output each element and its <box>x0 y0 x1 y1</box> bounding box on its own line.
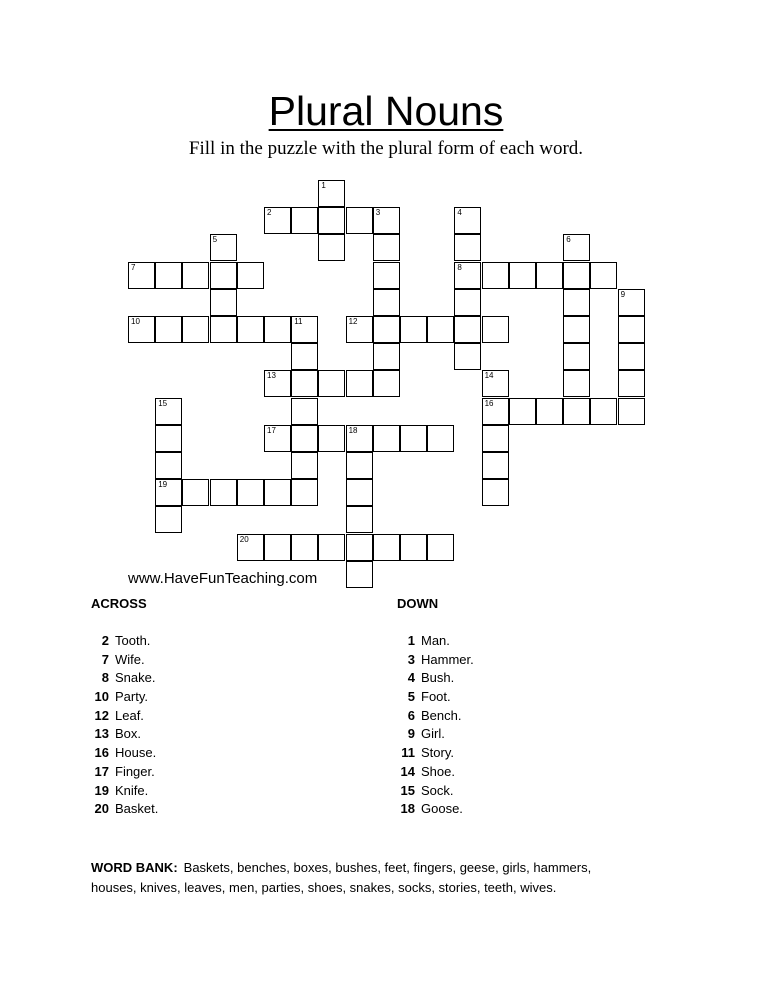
clue-number: 3 <box>407 651 415 667</box>
grid-cell[interactable] <box>482 425 509 452</box>
grid-cell[interactable] <box>563 316 590 343</box>
clue-text: Goose. <box>421 801 463 817</box>
grid-cell[interactable] <box>346 425 373 452</box>
grid-cell[interactable] <box>346 534 373 561</box>
clue-number: 7 <box>101 651 109 667</box>
down-clue-1 <box>397 632 474 651</box>
down-clue-5 <box>397 688 474 707</box>
grid-cell[interactable] <box>454 207 481 234</box>
grid-cell[interactable] <box>563 289 590 316</box>
clue-number: 5 <box>407 689 415 705</box>
grid-cell[interactable] <box>210 262 237 289</box>
grid-cell[interactable] <box>291 479 318 506</box>
clue-text: Story. <box>421 745 454 761</box>
grid-cell[interactable] <box>264 370 291 397</box>
grid-cell[interactable] <box>291 398 318 425</box>
clue-number: 6 <box>407 707 415 723</box>
grid-cell[interactable] <box>482 316 509 343</box>
cell-number: 16 <box>484 398 494 408</box>
clue-text: Girl. <box>421 726 445 742</box>
across-clue-7 <box>91 651 158 670</box>
grid-cell[interactable] <box>318 234 345 261</box>
grid-cell[interactable] <box>373 534 400 561</box>
grid-cell[interactable] <box>291 370 318 397</box>
grid-cell[interactable] <box>264 207 291 234</box>
cell-number: 2 <box>267 208 272 218</box>
grid-cell[interactable] <box>590 262 617 289</box>
grid-cell[interactable] <box>264 534 291 561</box>
across-clue-2 <box>91 632 158 651</box>
cell-number: 1 <box>321 181 326 190</box>
across-clue-12 <box>91 707 158 726</box>
grid-cell[interactable] <box>291 534 318 561</box>
grid-cell[interactable] <box>346 316 373 343</box>
grid-cell[interactable] <box>454 262 481 289</box>
clue-number: 9 <box>407 726 415 742</box>
cell-number: 15 <box>158 398 168 408</box>
grid-cell[interactable] <box>346 506 373 533</box>
clue-text: Foot. <box>421 689 451 705</box>
grid-cell[interactable] <box>563 262 590 289</box>
clue-number: 14 <box>400 763 415 779</box>
cell-number: 12 <box>348 317 358 326</box>
clue-number: 4 <box>407 670 415 686</box>
grid-cell[interactable] <box>237 534 264 561</box>
grid-cell[interactable] <box>128 316 155 343</box>
clue-text: Basket. <box>115 801 159 817</box>
grid-cell[interactable] <box>482 452 509 479</box>
grid-cell[interactable] <box>618 398 645 425</box>
grid-cell[interactable] <box>618 370 645 397</box>
grid-cell[interactable] <box>427 425 454 452</box>
clue-text: Wife. <box>115 651 145 667</box>
grid-cell[interactable] <box>318 370 345 397</box>
grid-cell[interactable] <box>618 343 645 370</box>
grid-cell[interactable] <box>237 479 264 506</box>
clue-text: Snake. <box>115 670 156 686</box>
across-clue-20 <box>91 800 158 819</box>
across-clue-17 <box>91 763 158 782</box>
down-clue-15 <box>397 782 474 801</box>
grid-cell[interactable] <box>482 398 509 425</box>
grid-cell[interactable] <box>482 262 509 289</box>
cell-number: 14 <box>484 371 494 381</box>
grid-cell[interactable] <box>454 289 481 316</box>
cell-number: 19 <box>158 480 168 490</box>
clue-number: 18 <box>400 801 415 817</box>
cell-number: 10 <box>131 317 140 326</box>
page-title: Plural Nouns <box>268 88 504 134</box>
word-bank-text: Baskets, benches, boxes, bushes, feet, fingers, geese, girls, hammers, houses, knives, leaves, men, parties, shoes, snakes, socks, stories, teeth, wives. <box>91 860 592 895</box>
clue-number: 19 <box>94 782 109 798</box>
grid-cell[interactable] <box>264 425 291 452</box>
down-clues <box>397 596 474 819</box>
grid-cell[interactable] <box>210 316 237 343</box>
grid-cell[interactable] <box>454 343 481 370</box>
clue-number: 15 <box>400 782 415 798</box>
clue-text: Bench. <box>421 707 462 723</box>
grid-cell[interactable] <box>182 316 209 343</box>
cell-number: 9 <box>620 289 626 299</box>
grid-cell[interactable] <box>454 234 481 261</box>
grid-cell[interactable] <box>264 479 291 506</box>
cell-number: 13 <box>267 371 276 381</box>
down-clue-14 <box>397 763 474 782</box>
grid-cell[interactable] <box>509 262 536 289</box>
across-clue-13 <box>91 725 158 744</box>
grid-cell[interactable] <box>128 262 155 289</box>
clue-number: 16 <box>94 745 109 761</box>
clue-text: Bush. <box>421 670 455 686</box>
down-clue-18 <box>397 800 474 819</box>
grid-cell[interactable] <box>182 262 209 289</box>
clue-text: Hammer. <box>421 651 474 667</box>
grid-cell[interactable] <box>373 234 400 261</box>
grid-cell[interactable] <box>427 534 454 561</box>
grid-cell[interactable] <box>291 425 318 452</box>
across-clue-19 <box>91 782 158 801</box>
grid-cell[interactable] <box>373 207 400 234</box>
down-clue-6 <box>397 707 474 726</box>
grid-cell[interactable] <box>346 561 373 588</box>
clue-text: Box. <box>115 726 142 742</box>
grid-cell[interactable] <box>509 398 536 425</box>
down-clue-11 <box>397 744 474 763</box>
grid-cell[interactable] <box>291 316 318 343</box>
clue-number: 10 <box>94 689 109 705</box>
clue-text: House. <box>115 745 157 761</box>
across-clues <box>91 596 158 819</box>
grid-cell[interactable] <box>400 316 427 343</box>
grid-cell[interactable] <box>155 479 182 506</box>
clue-text: Leaf. <box>115 707 144 723</box>
cell-number: 8 <box>457 262 462 272</box>
grid-cell[interactable] <box>346 452 373 479</box>
grid-cell[interactable] <box>454 316 481 343</box>
cell-number: 17 <box>267 425 276 435</box>
down-clue-4 <box>397 669 474 688</box>
grid-cell[interactable] <box>318 425 345 452</box>
grid-cell[interactable] <box>155 425 182 452</box>
grid-cell[interactable] <box>346 207 373 234</box>
grid-cell[interactable] <box>427 316 454 343</box>
grid-cell[interactable] <box>182 479 209 506</box>
website-credit: www.HaveFunTeaching.com <box>128 570 318 587</box>
grid-cell[interactable] <box>237 262 264 289</box>
clue-number: 2 <box>101 633 109 648</box>
grid-cell[interactable] <box>318 207 345 234</box>
cell-number: 20 <box>239 534 249 544</box>
cell-number: 3 <box>375 208 381 218</box>
grid-cell[interactable] <box>291 452 318 479</box>
down-clue-3 <box>397 651 474 670</box>
grid-cell[interactable] <box>155 506 182 533</box>
grid-cell[interactable] <box>563 234 590 261</box>
clue-number: 8 <box>101 670 109 686</box>
word-bank <box>91 858 611 898</box>
across-clue-16 <box>91 744 158 763</box>
grid-cell[interactable] <box>346 370 373 397</box>
grid-cell[interactable] <box>155 398 182 425</box>
grid-cell[interactable] <box>618 316 645 343</box>
grid-cell[interactable] <box>155 262 182 289</box>
clue-number: 1 <box>407 633 415 648</box>
clue-text: Tooth. <box>115 633 151 648</box>
clue-number: 11 <box>401 745 415 761</box>
grid-cell[interactable] <box>264 316 291 343</box>
grid-cell[interactable] <box>618 289 645 316</box>
grid-cell[interactable] <box>400 534 427 561</box>
clue-text: Party. <box>115 689 148 705</box>
clue-text: Knife. <box>115 782 149 798</box>
grid-cell[interactable] <box>155 452 182 479</box>
grid-cell[interactable] <box>400 425 427 452</box>
grid-cell[interactable] <box>373 289 400 316</box>
grid-cell[interactable] <box>373 262 400 289</box>
grid-cell[interactable] <box>373 343 400 370</box>
cell-number: 11 <box>294 317 303 326</box>
grid-cell[interactable] <box>536 398 563 425</box>
grid-cell[interactable] <box>210 289 237 316</box>
down-clue-9 <box>397 725 474 744</box>
grid-cell[interactable] <box>210 234 237 261</box>
clue-text: Man. <box>421 633 450 648</box>
cell-number: 7 <box>131 262 136 272</box>
cell-number: 5 <box>212 235 218 245</box>
grid-cell[interactable] <box>536 262 563 289</box>
grid-cell[interactable] <box>590 398 617 425</box>
grid-cell[interactable] <box>373 316 400 343</box>
grid-cell[interactable] <box>482 370 509 397</box>
word-bank-label: WORD BANK: <box>91 860 178 875</box>
cell-number: 4 <box>457 208 462 218</box>
grid-cell[interactable] <box>210 479 237 506</box>
grid-cell[interactable] <box>318 534 345 561</box>
grid-cell[interactable] <box>346 479 373 506</box>
clue-number: 12 <box>94 707 109 723</box>
grid-cell[interactable] <box>373 425 400 452</box>
grid-cell[interactable] <box>291 343 318 370</box>
down-heading: DOWN <box>397 596 439 611</box>
grid-cell[interactable] <box>563 398 590 425</box>
across-heading: ACROSS <box>91 596 147 611</box>
grid-cell[interactable] <box>237 316 264 343</box>
grid-cell[interactable] <box>373 370 400 397</box>
instructions: Fill in the puzzle with the plural form of each word. <box>188 138 584 159</box>
clue-number: 20 <box>94 801 109 817</box>
grid-cell[interactable] <box>155 316 182 343</box>
clue-text: Shoe. <box>421 763 455 779</box>
across-clue-10 <box>91 688 158 707</box>
grid-cell[interactable] <box>318 180 345 207</box>
clue-number: 13 <box>94 726 109 742</box>
clue-text: Sock. <box>421 782 454 798</box>
grid-cell[interactable] <box>563 370 590 397</box>
grid-cell[interactable] <box>563 343 590 370</box>
cell-number: 6 <box>566 235 571 245</box>
across-clue-8 <box>91 669 158 688</box>
cell-number: 18 <box>348 425 358 435</box>
clue-number: 17 <box>94 763 109 779</box>
grid-cell[interactable] <box>291 207 318 234</box>
grid-cell[interactable] <box>482 479 509 506</box>
clue-text: Finger. <box>115 763 155 779</box>
